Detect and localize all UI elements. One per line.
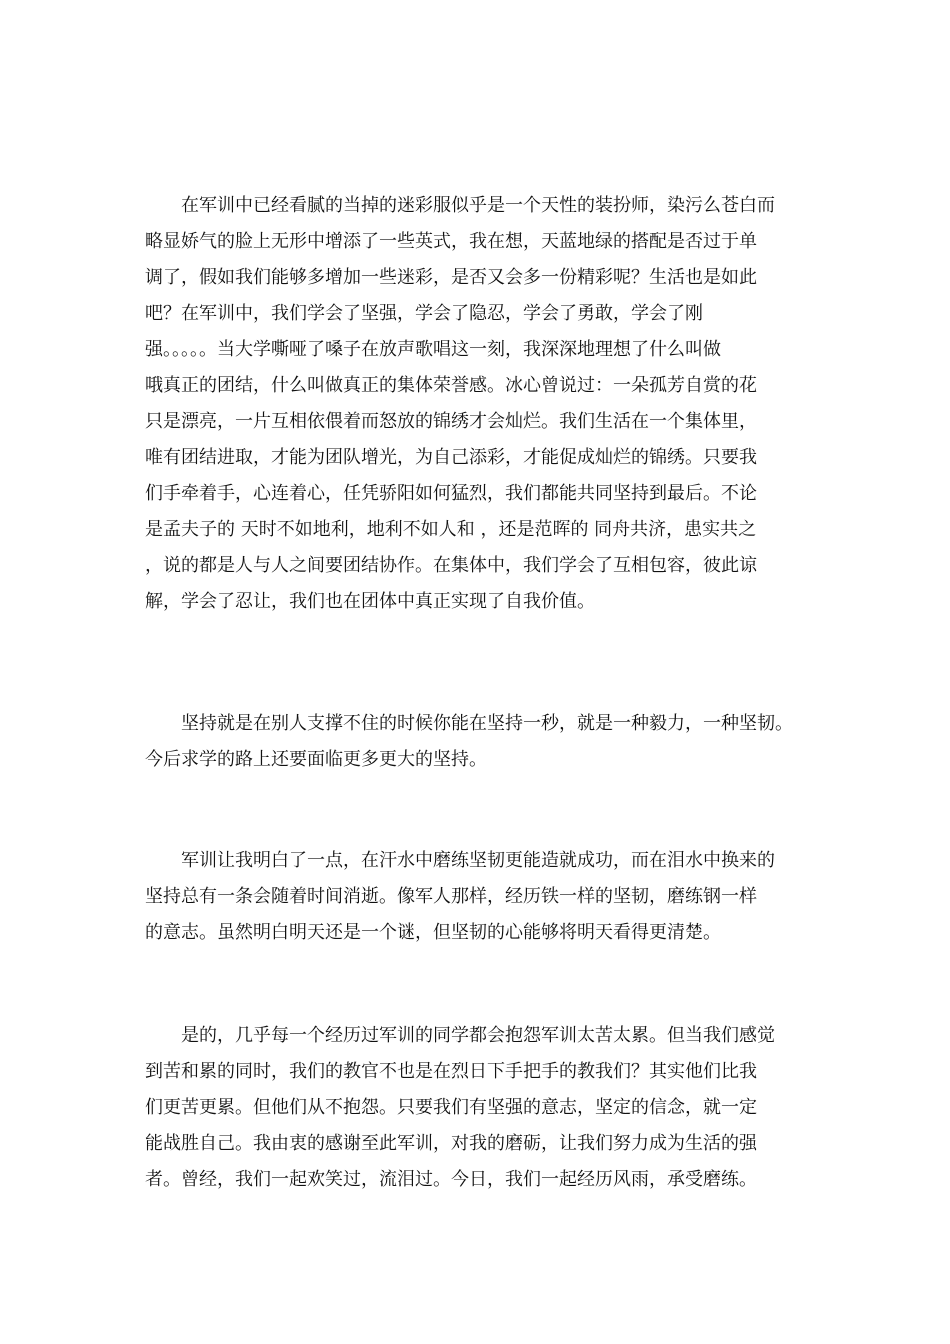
text-line: 的意志。虽然明白明天还是一个谜，但坚韧的心能够将明天看得更清楚。 bbox=[145, 922, 721, 943]
text-line: 强。。。。。当大学嘶哑了嗓子在放声歌唱这一刻，我深深地理想了什么叫做 bbox=[145, 339, 721, 360]
text-line: 在军训中已经看腻的当掉的迷彩服似乎是一个天性的装扮师，染污么苍白而 bbox=[145, 195, 775, 216]
text-line: 只是漂亮，一片互相依偎着而怒放的锦绣才会灿烂。我们生活在一个集体里， bbox=[145, 411, 757, 432]
paragraph-1 bbox=[145, 188, 845, 620]
text-line: 是孟夫子的 天时不如地利，地利不如人和 ，还是范晖的 同舟共济，患实共之 bbox=[145, 519, 757, 540]
text-line: 唯有团结进取，才能为团队增光，为自己添彩，才能促成灿烂的锦绣。只要我 bbox=[145, 447, 757, 468]
text-line: 吧？在军训中，我们学会了坚强，学会了隐忍，学会了勇敢，学会了刚 bbox=[145, 303, 703, 324]
paragraph-4 bbox=[145, 1018, 845, 1198]
text-line: 今后求学的路上还要面临更多更大的坚持。 bbox=[145, 749, 487, 770]
text-line: 略显娇气的脸上无形中增添了一些英式，我在想，天蓝地绿的搭配是否过于单 bbox=[145, 231, 757, 252]
text-line: 坚持就是在别人支撑不住的时候你能在坚持一秒，就是一种毅力，一种坚韧。 bbox=[145, 713, 793, 734]
text-line: 哦真正的团结，什么叫做真正的集体荣誉感。冰心曾说过：一朵孤芳自赏的花 bbox=[145, 375, 757, 396]
text-line: 解，学会了忍让，我们也在团体中真正实现了自我价值。 bbox=[145, 591, 595, 612]
text-line: 调了，假如我们能够多增加一些迷彩，是否又会多一份精彩呢？生活也是如此 bbox=[145, 267, 757, 288]
paragraph-2 bbox=[145, 706, 845, 778]
text-line: 能战胜自己。我由衷的感谢至此军训，对我的磨砺，让我们努力成为生活的强 bbox=[145, 1133, 757, 1154]
text-line: 坚持总有一条会随着时间消逝。像军人那样，经历铁一样的坚韧，磨练钢一样 bbox=[145, 886, 757, 907]
text-line: ，说的都是人与人之间要团结协作。在集体中，我们学会了互相包容，彼此谅 bbox=[145, 555, 757, 576]
text-line: 到苦和累的同时，我们的教官不也是在烈日下手把手的教我们？其实他们比我 bbox=[145, 1061, 757, 1082]
text-line: 是的，几乎每一个经历过军训的同学都会抱怨军训太苦太累。但当我们感觉 bbox=[145, 1025, 775, 1046]
text-line: 们更苦更累。但他们从不抱怨。只要我们有坚强的意志，坚定的信念，就一定 bbox=[145, 1097, 757, 1118]
text-line: 者。曾经，我们一起欢笑过，流泪过。今日，我们一起经历风雨，承受磨练。 bbox=[145, 1169, 757, 1190]
paragraph-3 bbox=[145, 843, 845, 951]
text-line: 们手牵着手，心连着心，任凭骄阳如何猛烈，我们都能共同坚持到最后。不论 bbox=[145, 483, 757, 504]
text-line: 军训让我明白了一点，在汗水中磨练坚韧更能造就成功，而在泪水中换来的 bbox=[145, 850, 775, 871]
